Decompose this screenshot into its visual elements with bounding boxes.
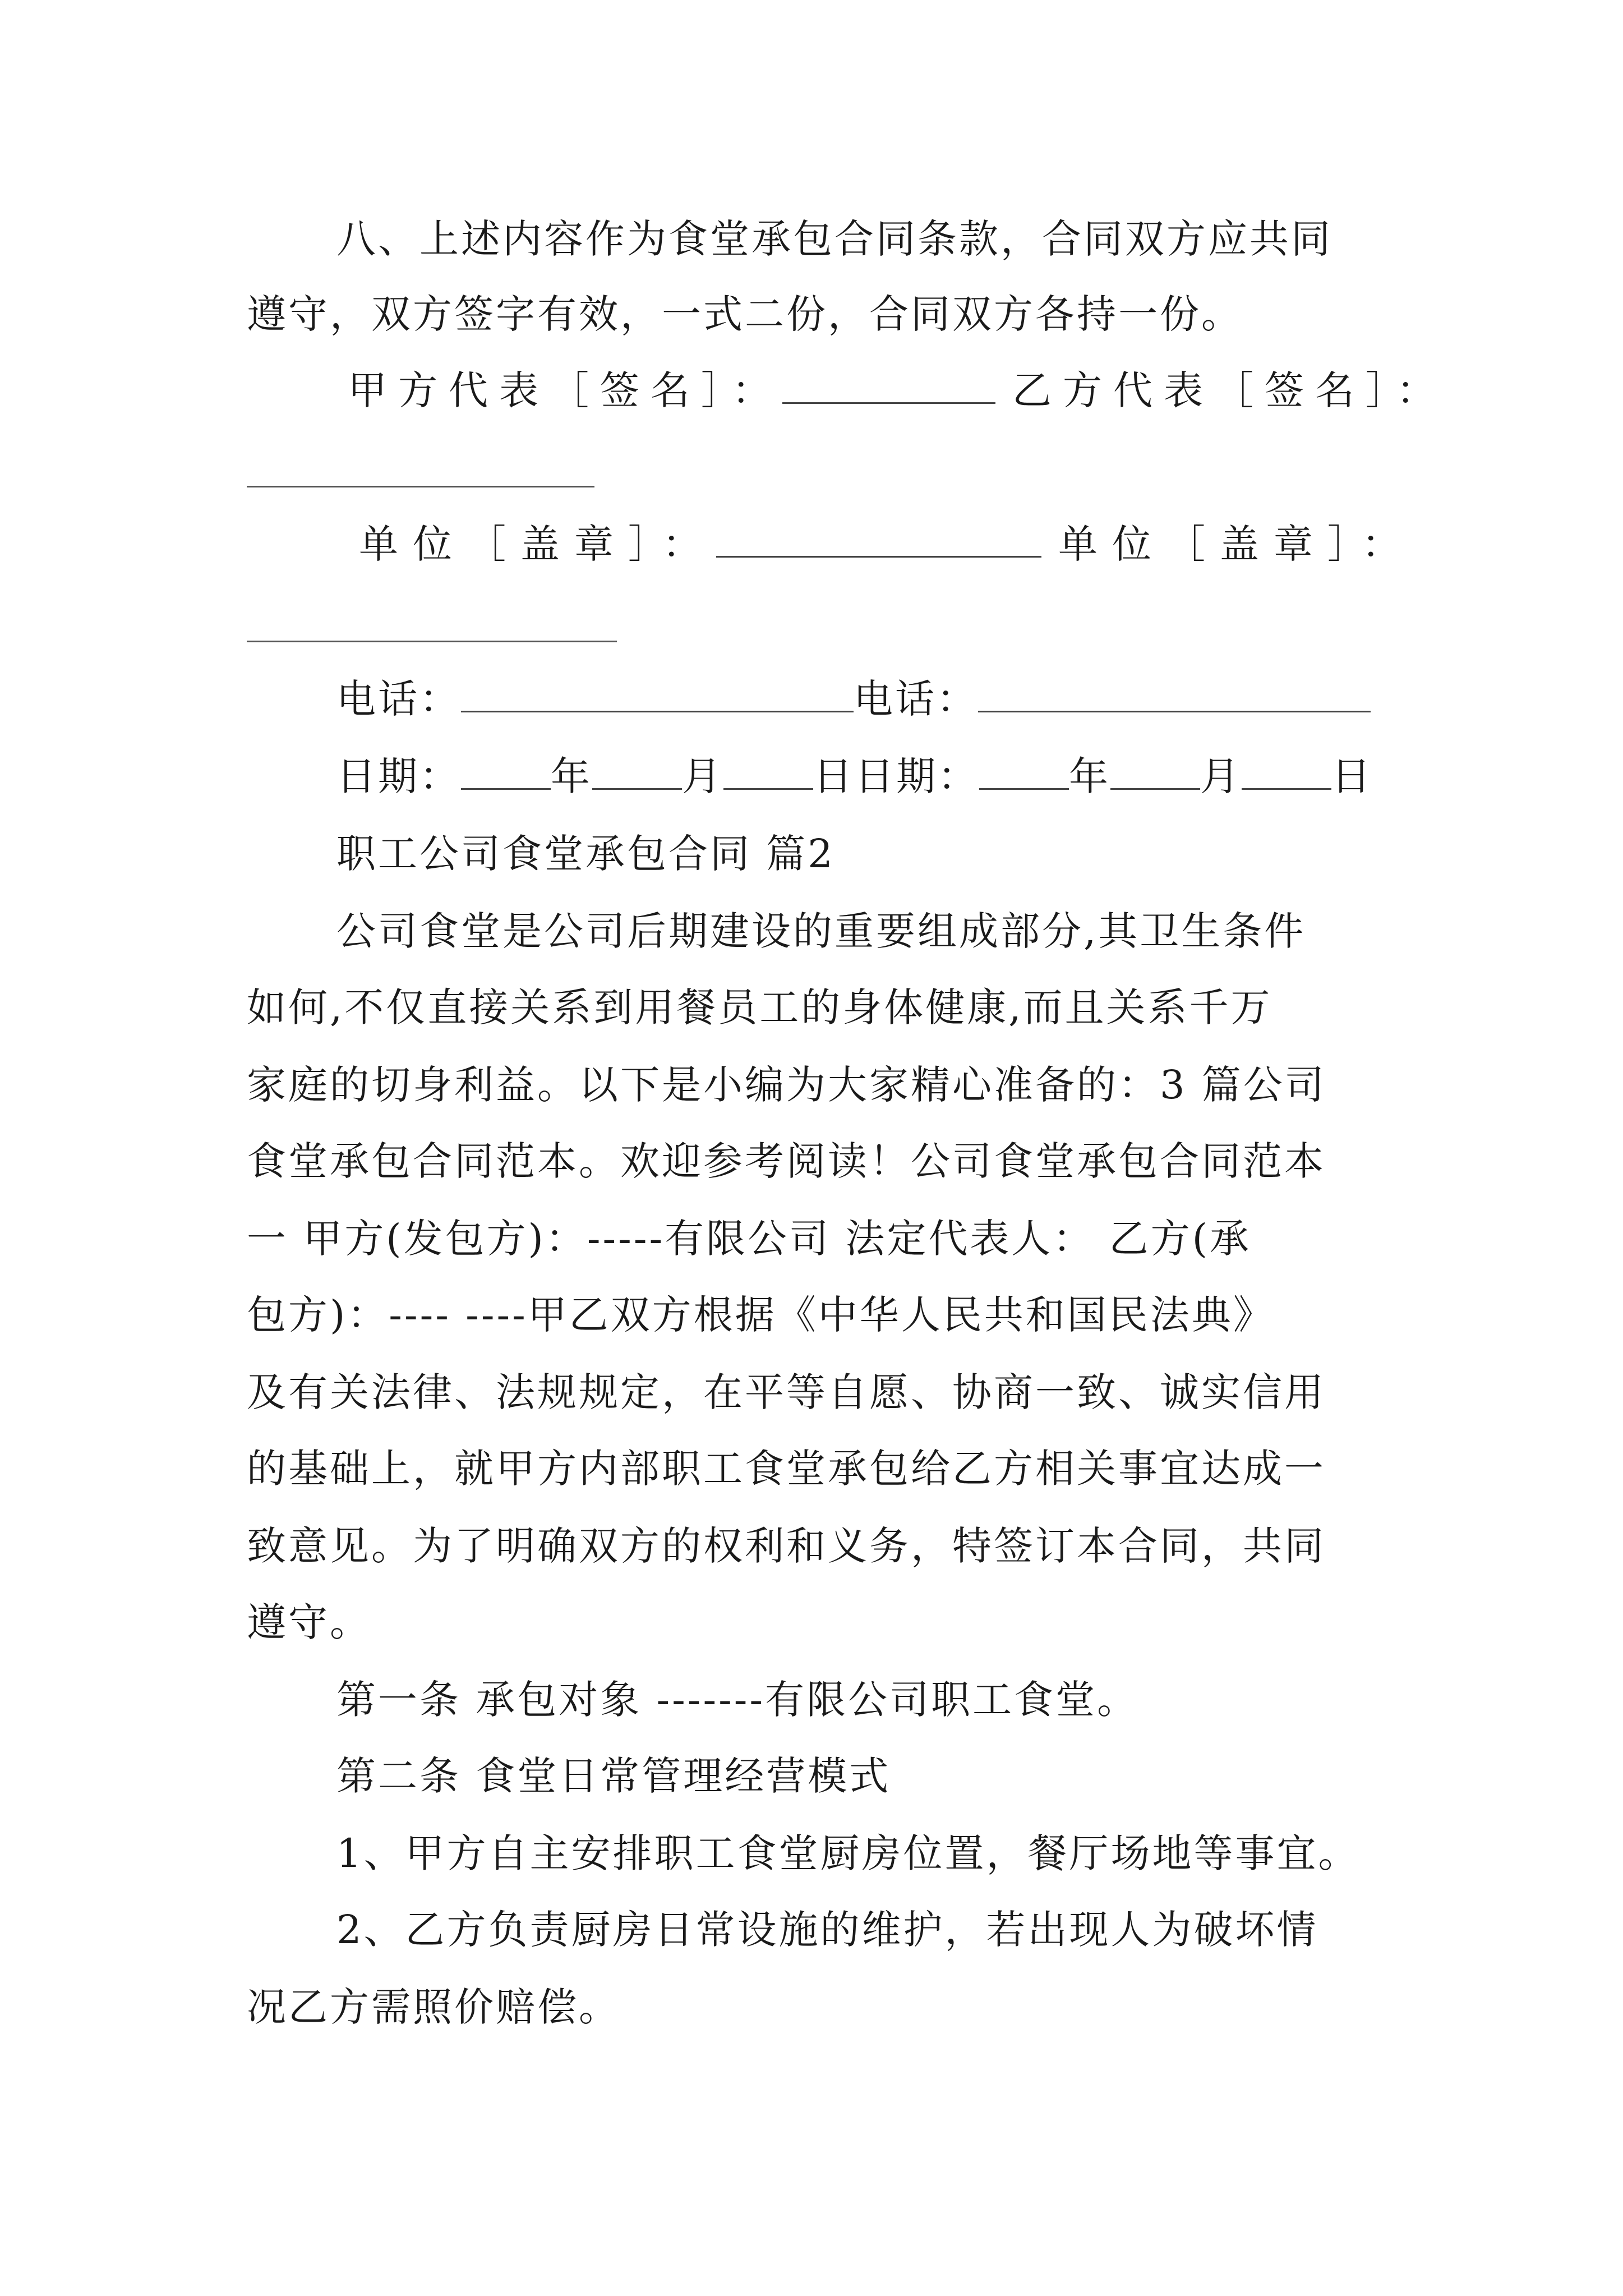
month-label: 月 — [682, 753, 723, 799]
day-label: 日 — [813, 753, 855, 799]
article-2-item-2-line-2: 况乙方需照价赔偿。 — [247, 1984, 620, 2030]
clause-8-line-2: 遵守，双方签字有效，一式二份，合同双方各持一份。 — [247, 291, 1243, 337]
phone-row — [336, 671, 1371, 727]
day-blank — [723, 749, 813, 790]
intro-line-2: 如何,不仅直接关系到用餐员工的身体健康,而且关系千万 — [247, 984, 1272, 1030]
clause-8-line-1: 八、上述内容作为食堂承包合同条款，合同双方应共同 — [336, 216, 1332, 262]
signature-row — [348, 362, 1447, 418]
article-2-heading: 第二条 食堂日常管理经营模式 — [336, 1753, 891, 1799]
party-b-phone-label: 电话： — [854, 676, 978, 722]
party-b-signature-label: 乙方代表［签名］： — [1012, 367, 1447, 413]
year-blank — [979, 749, 1069, 790]
year-label: 年 — [551, 753, 592, 799]
party-a-phone-label: 电话： — [336, 676, 461, 722]
party-b-phone-blank — [978, 671, 1371, 712]
year-blank — [461, 749, 551, 790]
intro-line-1: 公司食堂是公司后期建设的重要组成部分,其卫生条件 — [336, 908, 1306, 954]
party-a-signature-label: 甲方代表［签名］： — [348, 367, 782, 413]
article-2-item-2-line-1: 2、乙方负责厨房日常设施的维护，若出现人为破坏情 — [336, 1907, 1318, 1953]
party-a-seal-label: 单位［盖章］： — [359, 521, 716, 567]
party-b-signature-blank — [247, 486, 594, 487]
party-b-seal-blank — [247, 641, 617, 642]
section-heading: 职工公司食堂承包合同 篇2 — [336, 831, 835, 877]
month-blank — [592, 749, 682, 790]
intro-line-10: 遵守。 — [247, 1599, 371, 1645]
intro-line-8: 的基础上，就甲方内部职工食堂承包给乙方相关事宜达成一 — [247, 1446, 1326, 1492]
party-a-seal-blank — [716, 517, 1041, 558]
article-2-item-1: 1、甲方自主安排职工食堂厨房位置，餐厅场地等事宜。 — [336, 1830, 1360, 1876]
party-a-date-label: 日期： — [336, 753, 461, 799]
party-a-signature-blank — [782, 363, 995, 404]
intro-line-7: 及有关法律、法规规定，在平等自愿、协商一致、诚实信用 — [247, 1369, 1326, 1415]
intro-line-5: 一 甲方(发包方)：-----有限公司 法定代表人： 乙方(承 — [247, 1216, 1251, 1262]
party-b-seal-label: 单位［盖章］： — [1058, 521, 1415, 567]
day-label: 日 — [1331, 753, 1373, 799]
month-blank — [1110, 749, 1200, 790]
party-b-date-label: 日期： — [855, 753, 979, 799]
day-blank — [1242, 749, 1331, 790]
party-a-phone-blank — [461, 671, 854, 712]
month-label: 月 — [1200, 753, 1242, 799]
seal-row — [359, 516, 1415, 572]
intro-line-6: 包方)：---- ----甲乙双方根据《中华人民共和国民法典》 — [247, 1292, 1275, 1338]
intro-line-4: 食堂承包合同范本。欢迎参考阅读！公司食堂承包合同范本 — [247, 1138, 1326, 1184]
date-row — [336, 748, 1373, 804]
intro-line-9: 致意见。为了明确双方的权利和义务，特签订本合同，共同 — [247, 1523, 1326, 1569]
article-1: 第一条 承包对象 -------有限公司职工食堂。 — [336, 1677, 1139, 1723]
year-label: 年 — [1069, 753, 1110, 799]
intro-line-3: 家庭的切身利益。以下是小编为大家精心准备的：3 篇公司 — [247, 1062, 1326, 1108]
